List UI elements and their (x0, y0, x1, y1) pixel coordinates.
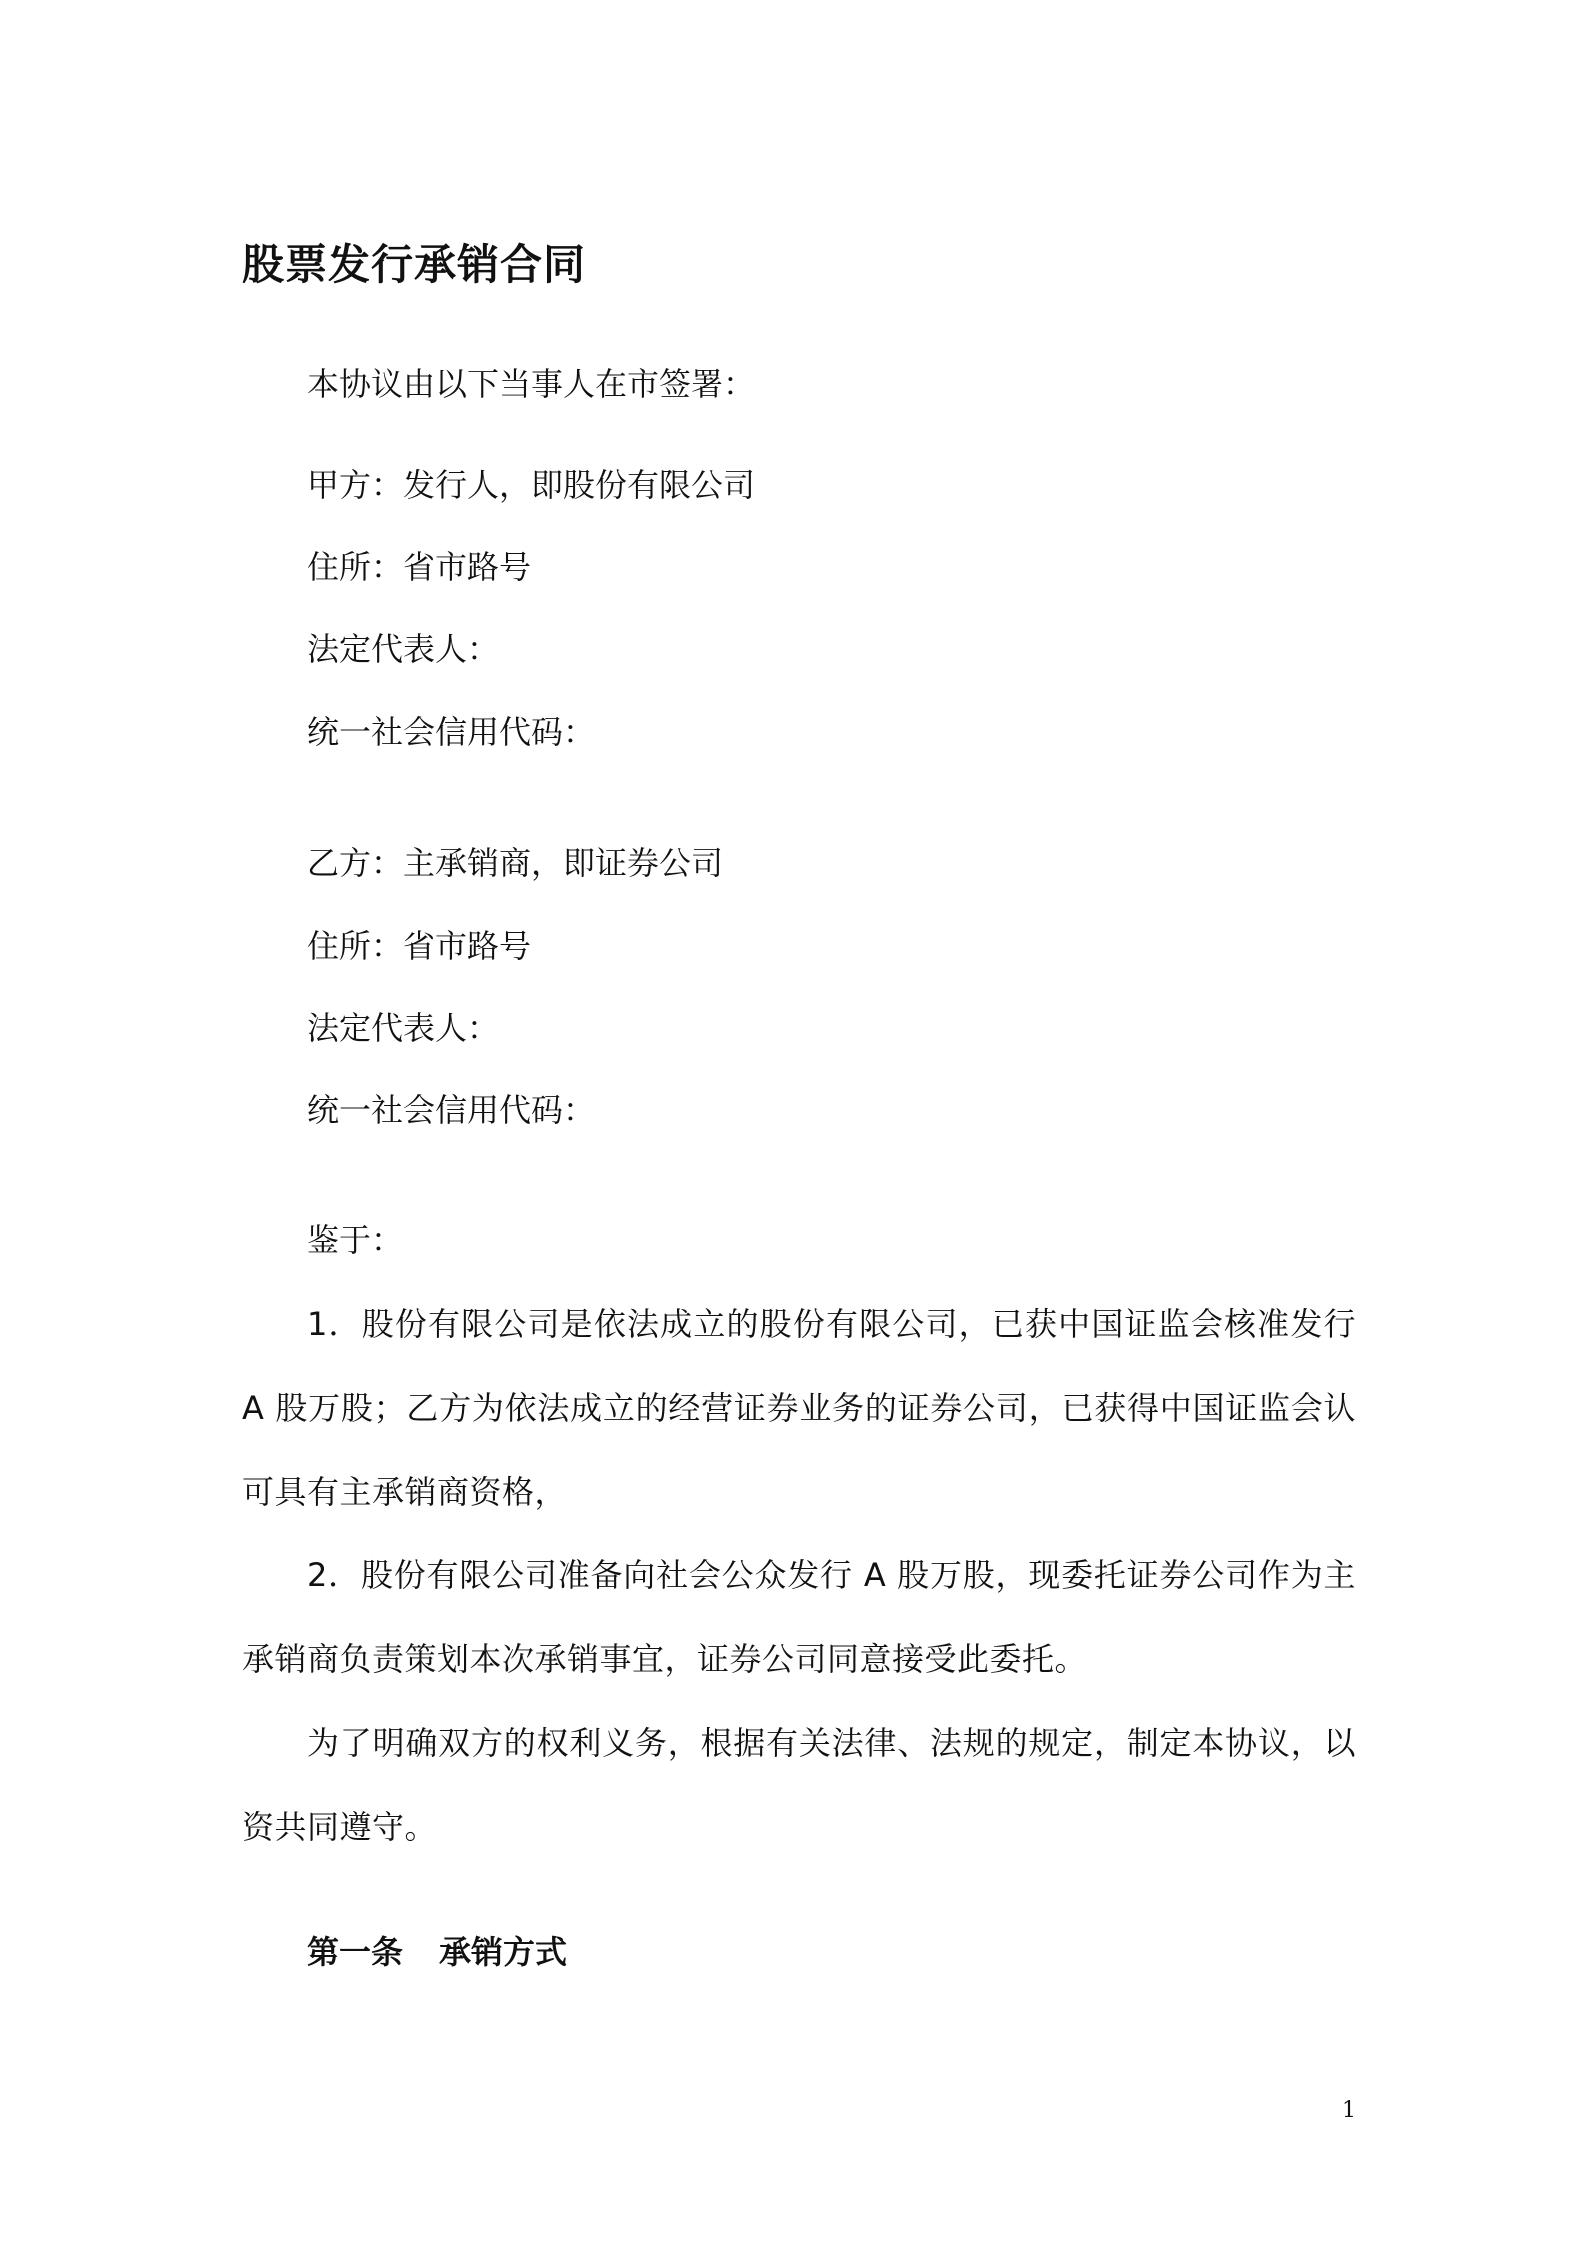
intro-line: 本协议由以下当事人在市签署： (307, 365, 756, 403)
party-b-credit-code: 统一社会信用代码： (307, 1091, 596, 1129)
clause-1-paragraph: 1．股份有限公司是依法成立的股份有限公司，已获中国证监会核准发行 A 股万股；乙方为依法成立的经营证券业务的证券公司，已获得中国证监会认可具有主承销商资格， (242, 1305, 1356, 1511)
party-a-address: 住所：省市路号 (307, 548, 532, 586)
clause-2-paragraph: 2．股份有限公司准备向社会公众发行 A 股万股，现委托证券公司作为主承销商负责策划本次承销事宜，证券公司同意接受此委托。 (242, 1556, 1356, 1678)
party-b-legal-rep: 法定代表人： (307, 1009, 500, 1047)
article-1-heading (307, 1932, 567, 1972)
purpose-paragraph: 为了明确双方的权利义务，根据有关法律、法规的规定，制定本协议，以资共同遵守。 (242, 1724, 1356, 1846)
document-title: 股票发行承销合同 (242, 240, 587, 289)
page-number: 1 (1342, 2098, 1356, 2123)
party-b-address: 住所：省市路号 (307, 927, 532, 965)
whereas-label: 鉴于： (307, 1221, 404, 1259)
article-1-number: 第一条 (307, 1933, 404, 1971)
article-1-title: 承销方式 (439, 1933, 568, 1971)
party-a-credit-code: 统一社会信用代码： (307, 713, 596, 751)
party-b-name: 乙方：主承销商，即证券公司 (307, 844, 724, 882)
party-a-legal-rep: 法定代表人： (307, 630, 500, 668)
party-a-name: 甲方：发行人，即股份有限公司 (307, 466, 756, 504)
